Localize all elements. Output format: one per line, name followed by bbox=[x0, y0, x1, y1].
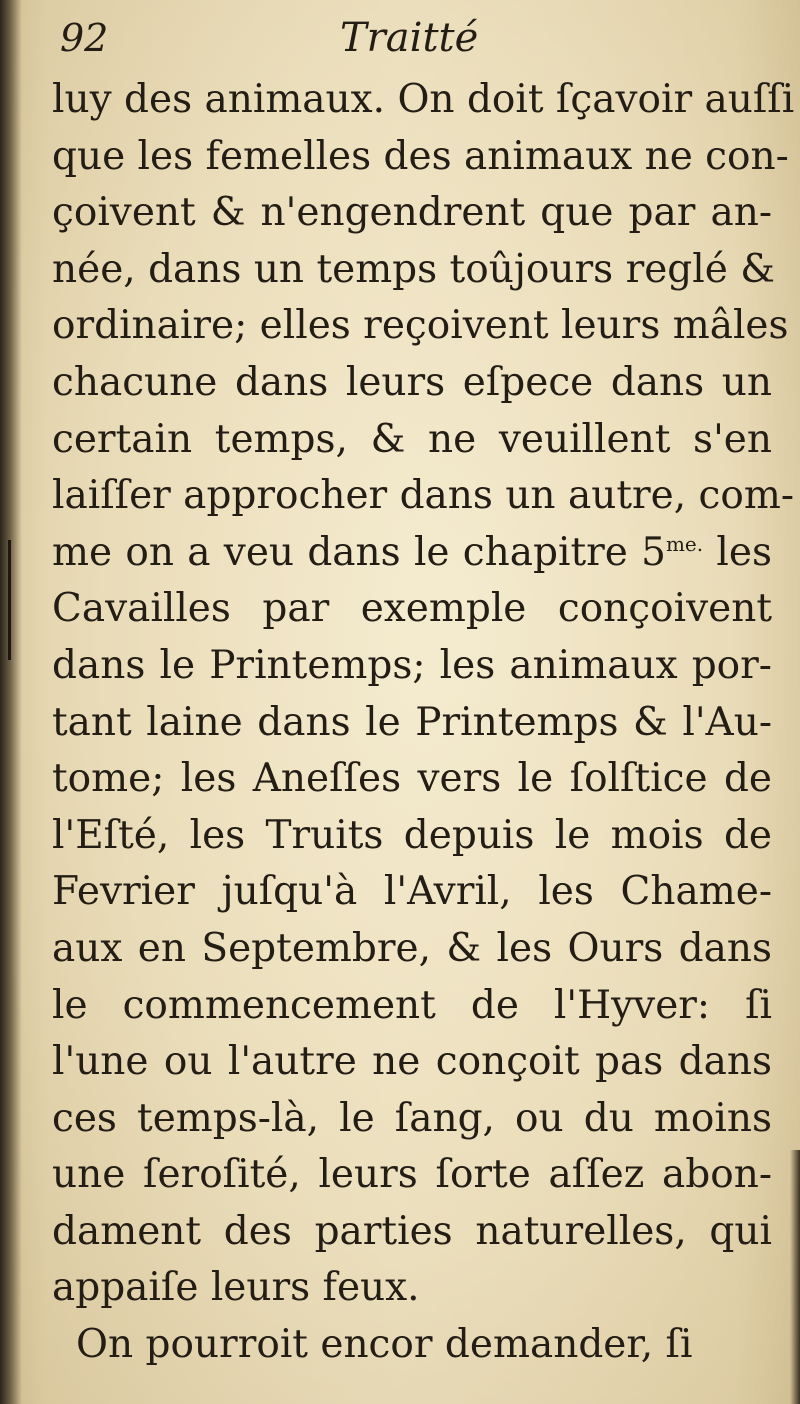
text-line bbox=[52, 525, 772, 582]
running-head: Traitté bbox=[340, 15, 479, 61]
page-header bbox=[0, 12, 800, 68]
text-line: On pourroit encor demander, ſi bbox=[76, 1322, 693, 1368]
text-line: une ſeroſité, leurs ſorte aſſez abon- bbox=[52, 1152, 772, 1198]
page-right-edge-shadow bbox=[790, 1150, 800, 1404]
binding-mark bbox=[8, 540, 11, 660]
text-line: luy des animaux. On doit ſçavoir auſſi bbox=[52, 77, 795, 122]
text-line: chacune dans leurs eſpece dans un bbox=[52, 359, 772, 405]
page-left-edge-shadow bbox=[0, 0, 22, 1404]
text-line-part: me on a veu dans le chapitre 5 bbox=[52, 529, 666, 575]
page-number: 92 bbox=[60, 16, 109, 60]
text-line: que les femelles des animaux ne con- bbox=[52, 133, 789, 179]
text-line: Fevrier juſqu'à l'Avril, les Chame- bbox=[52, 869, 772, 915]
text-line: tome; les Aneſſes vers le ſolſtice de bbox=[52, 756, 772, 802]
text-line: ces temps-là, le ſang, ou du moins bbox=[52, 1095, 772, 1141]
text-line: l'une ou l'autre ne conçoit pas dans bbox=[52, 1039, 772, 1085]
body-text bbox=[52, 72, 795, 1374]
text-line: l'Eſté, les Truits depuis le mois de bbox=[52, 812, 772, 858]
text-line: née, dans un temps toûjours reglé & bbox=[52, 246, 775, 292]
text-line: ordinaire; elles reçoivent leurs mâles bbox=[52, 303, 789, 349]
text-line: certain temps, & ne veuillent s'en bbox=[52, 416, 772, 462]
text-line: dament des parties naturelles, qui bbox=[52, 1208, 772, 1254]
text-line: Cavailles par exemple conçoivent bbox=[52, 586, 772, 632]
text-line: dans le Printemps; les animaux por- bbox=[52, 642, 772, 688]
text-line: tant laine dans le Printemps & l'Au- bbox=[52, 699, 772, 745]
text-line: çoivent & n'engendrent que par an- bbox=[52, 190, 772, 236]
text-line: laiſſer approcher dans un autre, com- bbox=[52, 473, 794, 519]
text-line: aux en Septembre, & les Ours dans bbox=[52, 925, 772, 971]
text-line-part: les bbox=[703, 529, 773, 575]
superscript-ordinal: me. bbox=[665, 531, 704, 556]
text-line: appaiſe leurs feux. bbox=[52, 1265, 420, 1311]
text-line: le commencement de l'Hyver: ſi bbox=[52, 982, 772, 1028]
